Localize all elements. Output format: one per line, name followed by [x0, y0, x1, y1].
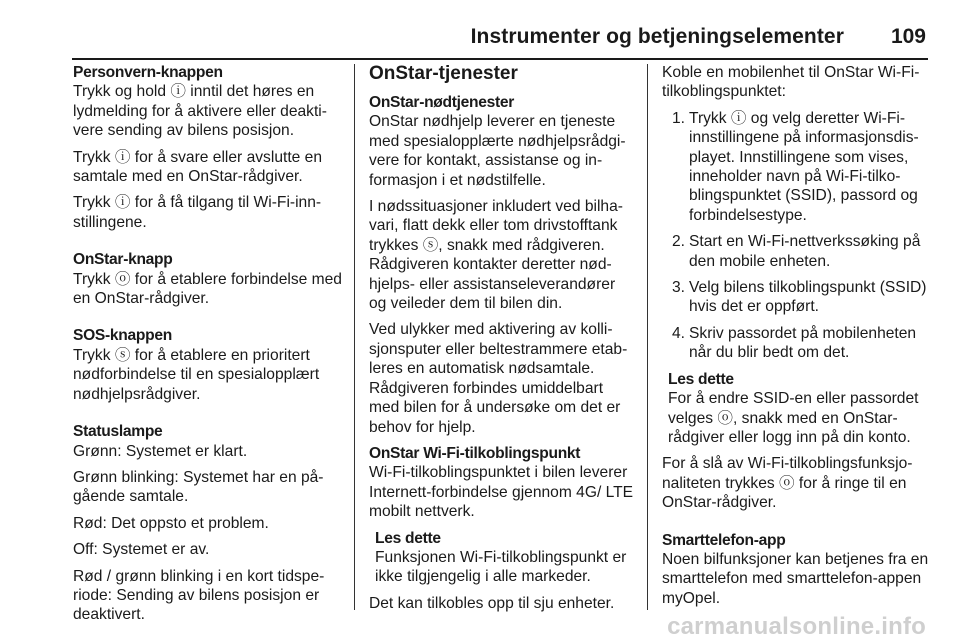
heading-smartphone-app: Smarttelefon-app — [662, 531, 786, 549]
paragraph: Trykk ⓘ for å svare eller avslutte en samtale med en OnStar-rådgiver. — [73, 148, 323, 186]
step-text: Velg bilens tilkoblingspunkt (SSID) hvis det er oppført. — [689, 279, 927, 316]
heading-onstar-button: OnStar-knapp — [73, 251, 173, 269]
section-title-onstar-services: OnStar-tjenester — [369, 63, 518, 84]
heading-emergency-services: OnStar-nødtjenester — [369, 94, 515, 111]
page-header — [0, 0, 960, 58]
paragraph: Trykk ⓢ for å etablere en prioritert nødforbindelse til en spesialopplært nødhjelpsrådgiver. — [73, 346, 320, 403]
paragraph: Grønn blinking: Systemet har en pågående samtale. — [73, 468, 324, 506]
steps-list — [662, 109, 932, 363]
paragraph: OnStar nødhjelp leverer en tjeneste med spesialopplærte nødhjelpsrådgivere for kontakt, assistanse og informasjon i et nødstilfelle. — [369, 113, 626, 189]
paragraph: Trykk ⓞ for å etablere forbindelse med en OnStar-rådgiver. — [73, 270, 342, 308]
watermark: carmanualsonline.info — [667, 613, 926, 640]
paragraph: I nødssituasjoner inkludert ved bilhavari, flatt dekk eller tom drivstofftank trykkes ⓢ, snakk med rådgiveren. Rådgiveren kontakter deretter nødhjelps- eller assistanseleverandører og veileder dem til bilen din. — [369, 198, 623, 313]
page-number: 109 — [890, 25, 926, 48]
paragraph: Rød / grønn blinking i en kort tidsperiode: Sending av bilens posisjon er deaktivert. — [73, 567, 325, 624]
column-middle — [369, 63, 634, 620]
list-item — [662, 232, 932, 271]
step-text: Start en Wi-Fi-nettverkssøking på den mobile enheten. — [689, 233, 921, 270]
paragraph: Trykk ⓘ for å få tilgang til Wi-Fi-innstillingene. — [73, 194, 322, 231]
note-box — [375, 529, 634, 587]
header-divider — [72, 58, 928, 60]
note-text: For å endre SSID-en eller passordet velges ⓞ, snakk med en OnStar-rådgiver eller logg inn på din konto. — [668, 390, 919, 446]
list-item — [662, 324, 932, 363]
paragraph: Noen bilfunksjoner kan betjenes fra en smarttelefon med smarttelefon-appen myOpel. — [662, 550, 929, 607]
paragraph: Koble en mobilenhet til OnStar Wi-Fi-tilkoblingspunktet: — [662, 64, 920, 101]
step-text: Trykk ⓘ og velg deretter Wi-Fi-innstillingene på informasjonsdisplayet. Innstillingene som vises, inneholder navn på Wi-Fi-tilkoblingspunktet (SSID), passord og forbindelsestype. — [689, 109, 919, 224]
heading-sos-button: SOS-knappen — [73, 327, 172, 345]
step-number: 4. — [672, 324, 686, 342]
paragraph: Rød: Det oppsto et problem. — [73, 514, 269, 532]
heading-privacy-button: Personvern-knappen — [73, 64, 223, 81]
paragraph: Grønn: Systemet er klart. — [73, 442, 248, 460]
heading-status-lamp: Statuslampe — [73, 423, 163, 441]
paragraph: For å slå av Wi-Fi-tilkoblingsfunksjonaliteten trykkes ⓞ for å ringe til en OnStar-rådgiver. — [662, 455, 913, 512]
note-title: Les dette — [668, 370, 734, 388]
list-item — [662, 109, 932, 225]
step-number: 2. — [672, 233, 686, 251]
note-box — [668, 370, 932, 448]
paragraph: Off: Systemet er av. — [73, 541, 210, 559]
paragraph: Ved ulykker med aktivering av kollisjonsputer eller beltestrammere etableres en automatisk nødsamtale. Rådgiveren forbindes umiddelbart med bilen for å undersøke om det er behov for hjelp. — [369, 321, 628, 436]
page-title: Instrumenter og betjeningselementer — [470, 25, 844, 48]
paragraph: Det kan tilkobles opp til sju enheter. — [369, 594, 615, 612]
note-title: Les dette — [375, 529, 441, 547]
list-item — [662, 278, 932, 317]
column-right — [662, 63, 932, 615]
step-number: 3. — [672, 279, 686, 297]
note-text: Funksjonen Wi-Fi-tilkoblingspunkt er ikke tilgjengelig i alle markeder. — [375, 548, 627, 586]
column-divider-right — [647, 64, 648, 610]
heading-wifi-hotspot: OnStar Wi-Fi-tilkoblingspunkt — [369, 444, 581, 462]
column-divider-left — [354, 64, 355, 610]
step-number: 1. — [672, 109, 686, 127]
paragraph: Trykk og hold ⓘ inntil det høres en lydmelding for å aktivere eller deaktivere sending av bilens posisjon. — [73, 83, 327, 140]
column-left — [73, 63, 343, 632]
step-text: Skriv passordet på mobilenheten når du blir bedt om det. — [689, 324, 917, 362]
paragraph: Wi-Fi-tilkoblingspunktet i bilen leverer Internett-forbindelse gjennom 4G/ LTE mobilt nettverk. — [369, 464, 634, 521]
